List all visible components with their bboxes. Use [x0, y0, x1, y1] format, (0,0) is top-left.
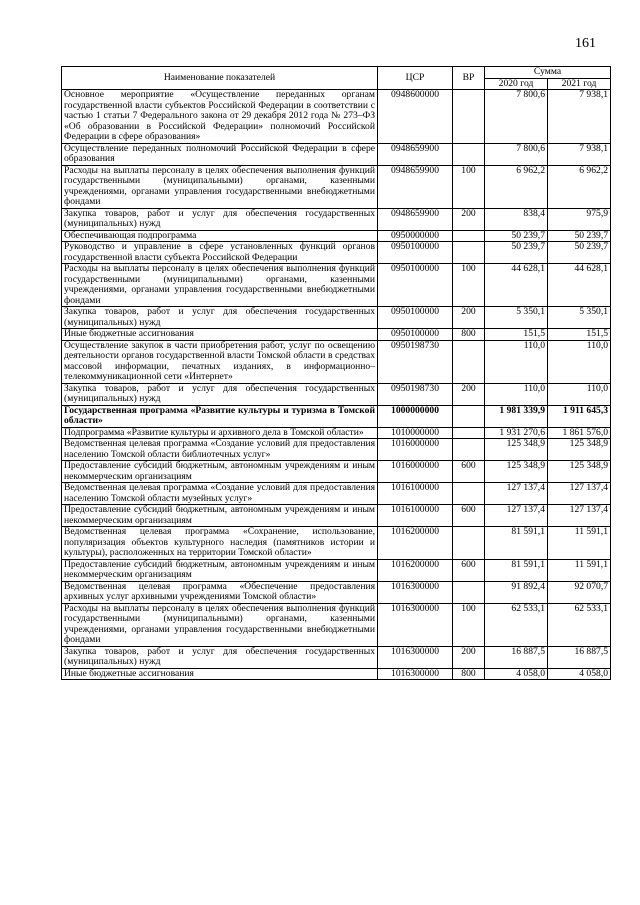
cell-csr: 0950198730 [378, 340, 453, 383]
cell-csr: 1016200000 [378, 559, 453, 581]
cell-vr: 200 [453, 307, 485, 329]
cell-csr: 1016300000 [378, 581, 453, 603]
cell-csr: 1016000000 [378, 439, 453, 461]
cell-vr [453, 405, 485, 427]
cell-2021: 1 861 576,0 [548, 427, 611, 439]
table-row [62, 603, 611, 646]
cell-vr [453, 242, 485, 264]
cell-2020: 110,0 [485, 340, 548, 383]
page-number: 161 [575, 36, 596, 51]
cell-2021: 11 591,1 [548, 559, 611, 581]
cell-2020: 7 800,6 [485, 90, 548, 144]
cell-csr: 1016300000 [378, 668, 453, 680]
table-row [62, 581, 611, 603]
table-row [62, 264, 611, 307]
cell-vr: 800 [453, 668, 485, 680]
budget-table [61, 66, 611, 680]
table-row [62, 559, 611, 581]
cell-name: Ведомственная целевая программа «Создание условий для предоставления населению Томской области музейных услуг» [62, 483, 378, 505]
cell-name: Расходы на выплаты персоналу в целях обеспечения выполнения функций государственными (муниципальными) органами, казенными учреждениями, органами управления государственными внебюджетными фондами [62, 264, 378, 307]
cell-vr [453, 581, 485, 603]
cell-vr: 600 [453, 559, 485, 581]
cell-2020: 44 628,1 [485, 264, 548, 307]
cell-2021: 7 938,1 [548, 90, 611, 144]
cell-name: Осуществление переданных полномочий Российской Федерации в сфере образования [62, 143, 378, 165]
cell-name: Руководство и управление в сфере установленных функций органов государственной власти субъекта Российской Федерации [62, 242, 378, 264]
cell-2020: 7 800,6 [485, 143, 548, 165]
cell-2020: 81 591,1 [485, 527, 548, 560]
cell-csr: 0950198730 [378, 383, 453, 405]
cell-vr: 100 [453, 165, 485, 208]
cell-name: Подпрограмма «Развитие культуры и архивного дела в Томской области» [62, 427, 378, 439]
cell-vr: 200 [453, 383, 485, 405]
cell-2020: 110,0 [485, 383, 548, 405]
cell-csr: 1016300000 [378, 646, 453, 668]
cell-csr: 1000000000 [378, 405, 453, 427]
cell-2020: 127 137,4 [485, 483, 548, 505]
header-csr: ЦСР [378, 67, 453, 90]
table-row [62, 208, 611, 230]
cell-name: Обеспечивающая подпрограмма [62, 230, 378, 242]
cell-2021: 125 348,9 [548, 439, 611, 461]
table-row [62, 439, 611, 461]
cell-csr: 1016300000 [378, 603, 453, 646]
cell-csr: 0950100000 [378, 264, 453, 307]
cell-2021: 127 137,4 [548, 505, 611, 527]
cell-vr: 100 [453, 264, 485, 307]
cell-csr: 0948659900 [378, 208, 453, 230]
cell-2020: 1 931 270,6 [485, 427, 548, 439]
cell-2020: 81 591,1 [485, 559, 548, 581]
cell-2021: 50 239,7 [548, 230, 611, 242]
cell-vr: 600 [453, 505, 485, 527]
cell-name: Иные бюджетные ассигнования [62, 668, 378, 680]
cell-2021: 44 628,1 [548, 264, 611, 307]
cell-name: Расходы на выплаты персоналу в целях обеспечения выполнения функций государственными (муниципальными) органами, казенными учреждениями, органами управления государственными внебюджетными фондами [62, 165, 378, 208]
cell-name: Осуществление закупок в части приобретения работ, услуг по освещению деятельности органов государственной власти Томской области в средствах массовой информации, печатных изданиях, в информационно–телекоммуникационной сети «Интернет» [62, 340, 378, 383]
table-row [62, 483, 611, 505]
cell-2020: 1 981 339,9 [485, 405, 548, 427]
cell-2021: 127 137,4 [548, 483, 611, 505]
table-row [62, 143, 611, 165]
cell-2020: 838,4 [485, 208, 548, 230]
cell-name: Закупка товаров, работ и услуг для обеспечения государственных (муниципальных) нужд [62, 208, 378, 230]
header-year-2021: 2021 год [548, 78, 611, 90]
cell-vr [453, 340, 485, 383]
table-row [62, 646, 611, 668]
cell-2020: 91 892,4 [485, 581, 548, 603]
cell-name: Иные бюджетные ассигнования [62, 329, 378, 341]
header-vr: ВР [453, 67, 485, 90]
cell-vr: 600 [453, 461, 485, 483]
cell-2020: 62 533,1 [485, 603, 548, 646]
table-row [62, 505, 611, 527]
cell-csr: 1016200000 [378, 527, 453, 560]
cell-2021: 50 239,7 [548, 242, 611, 264]
cell-2021: 151,5 [548, 329, 611, 341]
cell-2021: 11 591,1 [548, 527, 611, 560]
cell-2020: 125 348,9 [485, 461, 548, 483]
cell-name: Предоставление субсидий бюджетным, автономным учреждениям и иным некоммерческим организациям [62, 461, 378, 483]
cell-vr [453, 527, 485, 560]
table-row [62, 668, 611, 680]
cell-vr [453, 483, 485, 505]
table-row [62, 405, 611, 427]
cell-name: Основное мероприятие «Осуществление переданных органам государственной власти субъектов Российской Федерации в соответствии с частью 1 статьи 7 Федерального закона от 29 декабря 2012 года № 273–ФЗ «Об образовании в Российской Федерации» полномочий Российской Федерации в сфере образования» [62, 90, 378, 144]
table-row [62, 427, 611, 439]
cell-2021: 110,0 [548, 340, 611, 383]
table-row [62, 329, 611, 341]
table-row [62, 307, 611, 329]
table-row [62, 383, 611, 405]
cell-csr: 0950100000 [378, 307, 453, 329]
cell-vr [453, 439, 485, 461]
cell-2021: 62 533,1 [548, 603, 611, 646]
header-year-2020: 2020 год [485, 78, 548, 90]
cell-2020: 4 058,0 [485, 668, 548, 680]
table-row [62, 340, 611, 383]
cell-name: Закупка товаров, работ и услуг для обеспечения государственных (муниципальных) нужд [62, 307, 378, 329]
cell-csr: 1016000000 [378, 461, 453, 483]
cell-name: Закупка товаров, работ и услуг для обеспечения государственных (муниципальных) нужд [62, 646, 378, 668]
cell-csr: 1016100000 [378, 505, 453, 527]
cell-name: Предоставление субсидий бюджетным, автономным учреждениям и иным некоммерческим организациям [62, 505, 378, 527]
cell-vr: 100 [453, 603, 485, 646]
cell-vr [453, 90, 485, 144]
cell-2020: 5 350,1 [485, 307, 548, 329]
table-row [62, 242, 611, 264]
cell-name: Ведомственная целевая программа «Обеспечение предоставления архивных услуг архивными учреждениями Томской области» [62, 581, 378, 603]
cell-2021: 92 070,7 [548, 581, 611, 603]
cell-csr: 0948659900 [378, 143, 453, 165]
table-header [62, 67, 611, 90]
header-sum: Сумма [485, 67, 611, 79]
cell-2020: 16 887,5 [485, 646, 548, 668]
table-row [62, 527, 611, 560]
cell-vr [453, 427, 485, 439]
cell-name: Государственная программа «Развитие культуры и туризма в Томской области» [62, 405, 378, 427]
cell-2020: 151,5 [485, 329, 548, 341]
cell-vr [453, 143, 485, 165]
cell-csr: 0948600000 [378, 90, 453, 144]
cell-csr: 0950000000 [378, 230, 453, 242]
cell-vr: 200 [453, 646, 485, 668]
cell-csr: 0950100000 [378, 329, 453, 341]
cell-csr: 1016100000 [378, 483, 453, 505]
table-row [62, 461, 611, 483]
cell-2021: 16 887,5 [548, 646, 611, 668]
cell-2021: 975,9 [548, 208, 611, 230]
cell-2021: 125 348,9 [548, 461, 611, 483]
cell-name: Ведомственная целевая программа «Создание условий для предоставления населению Томской области библиотечных услуг» [62, 439, 378, 461]
header-name: Наименование показателей [62, 67, 378, 90]
cell-vr: 200 [453, 208, 485, 230]
cell-2021: 6 962,2 [548, 165, 611, 208]
cell-name: Ведомственная целевая программа «Сохранение, использование, популяризация объектов культурного наследия (памятников истории и культуры), расположенных на территории Томской области» [62, 527, 378, 560]
cell-name: Предоставление субсидий бюджетным, автономным учреждениям и иным некоммерческим организациям [62, 559, 378, 581]
cell-2021: 4 058,0 [548, 668, 611, 680]
cell-2020: 50 239,7 [485, 230, 548, 242]
cell-2020: 6 962,2 [485, 165, 548, 208]
cell-2021: 1 911 645,3 [548, 405, 611, 427]
cell-name: Закупка товаров, работ и услуг для обеспечения государственных (муниципальных) нужд [62, 383, 378, 405]
cell-2020: 50 239,7 [485, 242, 548, 264]
table-row [62, 165, 611, 208]
cell-2020: 127 137,4 [485, 505, 548, 527]
cell-2021: 5 350,1 [548, 307, 611, 329]
cell-csr: 0948659900 [378, 165, 453, 208]
cell-2021: 7 938,1 [548, 143, 611, 165]
table-body [62, 90, 611, 680]
cell-2020: 125 348,9 [485, 439, 548, 461]
cell-vr: 800 [453, 329, 485, 341]
table-row [62, 230, 611, 242]
cell-csr: 0950100000 [378, 242, 453, 264]
cell-vr [453, 230, 485, 242]
cell-2021: 110,0 [548, 383, 611, 405]
table-row [62, 90, 611, 144]
cell-name: Расходы на выплаты персоналу в целях обеспечения выполнения функций государственными (муниципальными) органами, казенными учреждениями, органами управления государственными внебюджетными фондами [62, 603, 378, 646]
cell-csr: 1010000000 [378, 427, 453, 439]
